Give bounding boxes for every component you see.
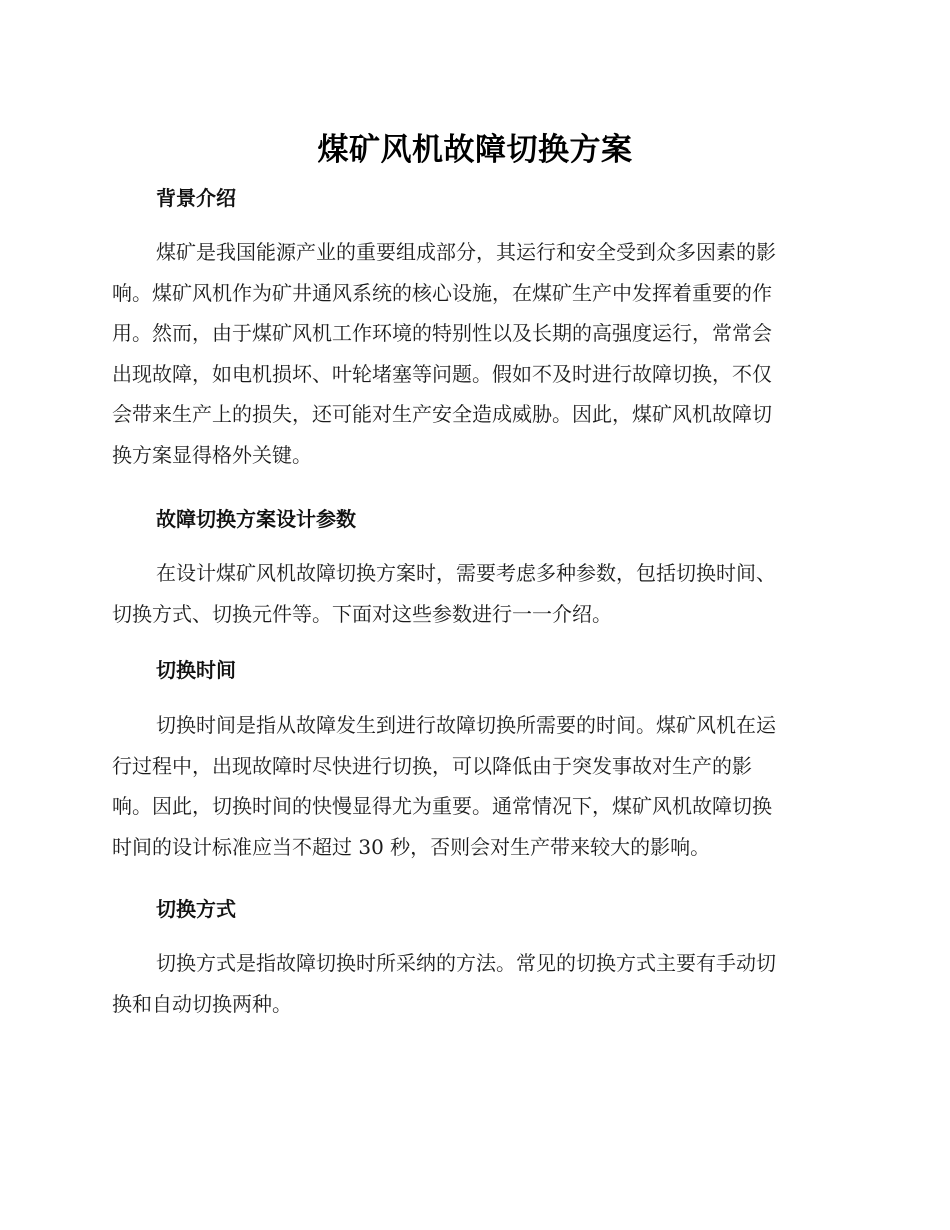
section-heading-design-parameters: 故障切换方案设计参数	[156, 507, 356, 531]
section-paragraph-design-parameters	[112, 553, 832, 634]
paragraph-line: 切换方式是指故障切换时所采纳的方法。常见的切换方式主要有手动切	[156, 951, 776, 975]
section-paragraph-switch-time	[112, 705, 832, 867]
paragraph-line: 响。煤矿风机作为矿井通风系统的核心设施，在煤矿生产中发挥着重要的作	[112, 280, 772, 305]
paragraph-line: 换和自动切换两种。	[112, 991, 292, 1016]
section-heading-switch-time: 切换时间	[156, 658, 236, 682]
section-heading-switch-method: 切换方式	[156, 897, 236, 921]
paragraph-line: 出现故障，如电机损坏、叶轮堵塞等问题。假如不及时进行故障切换，不仅	[112, 361, 772, 386]
paragraph-line: 时间的设计标准应当不超过 30 秒，否则会对生产带来较大的影响。	[112, 834, 711, 859]
paragraph-line: 行过程中，出现故障时尽快进行切换，可以降低由于突发事故对生产的影	[112, 753, 752, 778]
paragraph-line: 切换时间是指从故障发生到进行故障切换所需要的时间。煤矿风机在运	[156, 713, 776, 737]
paragraph-line: 煤矿是我国能源产业的重要组成部分，其运行和安全受到众多因素的影	[156, 240, 776, 264]
paragraph-line: 用。然而，由于煤矿风机工作环境的特别性以及长期的高强度运行，常常会	[112, 321, 772, 345]
section-paragraph-switch-method	[112, 943, 832, 1024]
paragraph-line: 换方案显得格外关键。	[112, 442, 312, 467]
section-paragraph-background	[112, 232, 832, 475]
paragraph-line: 切换方式、切换元件等。下面对这些参数进行一一介绍。	[112, 601, 612, 626]
paragraph-line: 响。因此，切换时间的快慢显得尤为重要。通常情况下，煤矿风机故障切换	[112, 794, 772, 818]
section-heading-background: 背景介绍	[156, 186, 236, 210]
document-title: 煤矿风机故障切换方案	[317, 132, 633, 168]
paragraph-line: 在设计煤矿风机故障切换方案时，需要考虑多种参数，包括切换时间、	[156, 561, 776, 585]
paragraph-line: 会带来生产上的损失，还可能对生产安全造成威胁。因此，煤矿风机故障切	[112, 402, 772, 426]
